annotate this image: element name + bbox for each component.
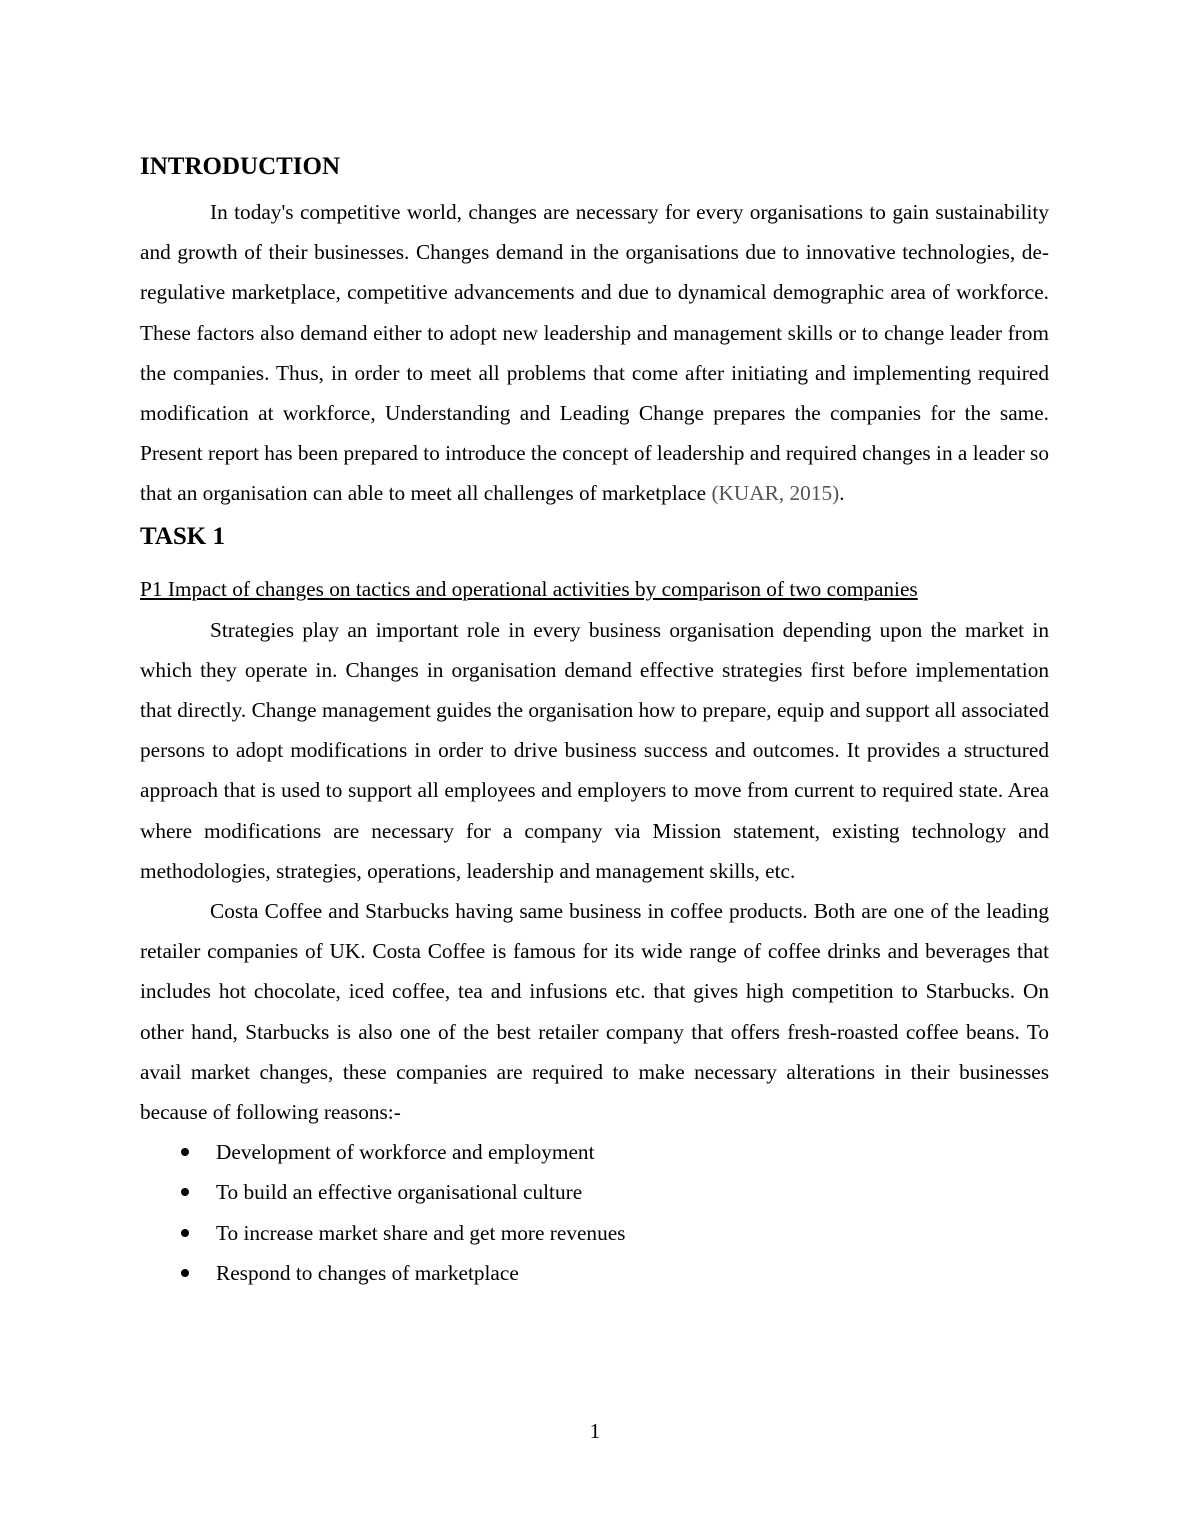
citation: (KUAR, 2015) [711, 481, 840, 506]
list-item-text: To build an effective organisational culture [216, 1180, 583, 1205]
bullet-icon [181, 1188, 189, 1196]
task1-heading: TASK 1 [140, 522, 225, 550]
bullet-icon [181, 1269, 189, 1277]
introduction-text: In today's competitive world, changes are necessary for every organisations to gain sustainability and growth of their businesses. Changes demand in the organisations due to innovative technologies, de-regulative marketplace, competitive advancements and due to dynamical demographic area of workforce. These factors also demand either to adopt new leadership and management skills or to change leader from the companies. Thus, in order to meet all problems that come after initiating and implementing required modification at workforce, Understanding and Leading Change prepares the companies for the same. Present report has been prepared to introduce the concept of leadership and required changes in a leader so that an organisation can able to meet all challenges of marketplace [140, 200, 1049, 506]
bullet-icon [181, 1148, 189, 1156]
introduction-heading: INTRODUCTION [140, 153, 341, 180]
page-number: 1 [589, 1419, 601, 1443]
list-item-text: To increase market share and get more revenues [216, 1220, 626, 1245]
task1-subheading: P1 Impact of changes on tactics and operational activities by comparison of two companies [140, 576, 918, 601]
document-page [140, 150, 1049, 1293]
list-item [140, 1253, 1049, 1293]
introduction-end: . [839, 481, 845, 506]
reasons-list [140, 1132, 1049, 1293]
task1-paragraph-1: Strategies play an important role in every business organisation depending upon the market in which they operate in. Changes in organisation demand effective strategies first before implementation that directly. Change management guides the organisation how to prepare, equip and support all associated persons to adopt modifications in order to drive business success and outcomes. It provides a structured approach that is used to support all employees and employers to move from current to required state. Area where modifications are necessary for a company via Mission statement, existing technology and methodologies, strategies, operations, leadership and management skills, etc. [140, 617, 1049, 883]
list-item [140, 1132, 1049, 1172]
list-item [140, 1213, 1049, 1253]
list-item-text: Development of workforce and employment [216, 1140, 595, 1165]
list-item-text: Respond to changes of marketplace [216, 1260, 519, 1285]
introduction-paragraph [140, 192, 1049, 514]
bullet-icon [181, 1229, 189, 1237]
list-item [140, 1172, 1049, 1212]
task1-paragraph-2: Costa Coffee and Starbucks having same business in coffee products. Both are one of the leading retailer companies of UK. Costa Coffee is famous for its wide range of coffee drinks and beverages that includes hot chocolate, iced coffee, tea and infusions etc. that gives high competition to Starbucks. On other hand, Starbucks is also one of the best retailer company that offers fresh-roasted coffee beans. To avail market changes, these companies are required to make necessary alterations in their businesses because of following reasons:- [140, 899, 1049, 1125]
